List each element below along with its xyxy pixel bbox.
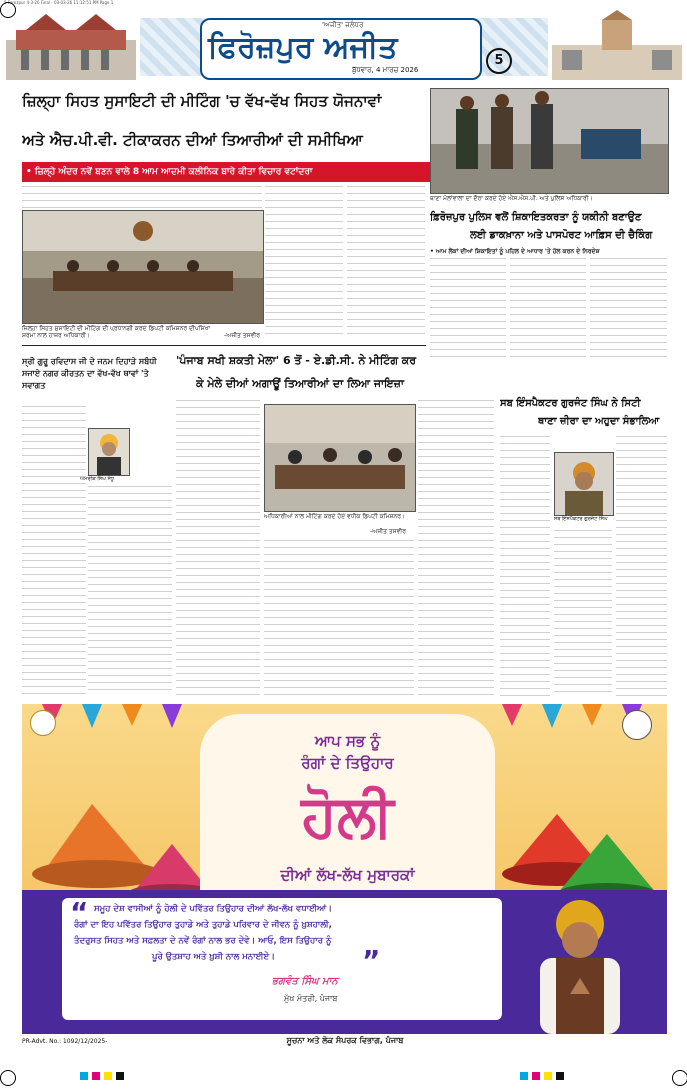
right-headline-line1: ਸਬ ਇੰਸਪੈਕਟਰ ਗੁਰਜੰਟ ਸਿੰਘ ਨੇ ਸਿਟੀ xyxy=(500,398,641,409)
center-text-col-a xyxy=(176,400,260,696)
advert-festival-name: ਹੋਲੀ xyxy=(301,782,394,850)
registration-mark-bottom-left xyxy=(0,1070,16,1086)
police-text-col-b xyxy=(510,258,586,358)
punjab-govt-emblem xyxy=(30,710,56,736)
advert-quote-line3: ਤੰਦਰੁਸਤ ਸਿਹਤ ਅਤੇ ਸਫ਼ਲਤਾ ਦੇ ਨਵੇਂ ਰੰਗਾਂ ਨਾਲ ਭਰ ਦੇਵੇ। ਆਓ, ਇਸ ਤਿਉਹਾਰ ਨੂੰ xyxy=(74,936,332,946)
quote-close-mark: ” xyxy=(362,944,381,977)
advert-designation: ਮੁੱਖ ਮੰਤਰੀ, ਪੰਜਾਬ xyxy=(284,994,338,1003)
lead-photo-credit: -ਅਜੀਤ ਤਸਵੀਰ xyxy=(224,332,260,339)
advert-line1: ਆਪ ਸਭ ਨੂੰ xyxy=(314,732,381,750)
center-photo-credit: -ਅਜੀਤ ਤਸਵੀਰ xyxy=(370,528,406,535)
color-swatch-cyan-2 xyxy=(520,1072,528,1080)
center-headline-line1: 'ਪੰਜਾਬ ਸਖੀ ਸ਼ਕਤੀ ਮੇਲਾ' 6 ਤੋਂ - ਏ.ਡੀ.ਸੀ. ਨੇ ਮੀਟਿੰਗ ਕਰ xyxy=(176,354,417,367)
lead-meeting-photo xyxy=(22,210,264,324)
lead-subhead-bar: • ਜ਼ਿਲ੍ਹੇ ਅੰਦਰ ਨਵੇਂ ਬਣਨ ਵਾਲੇ 8 ਆਮ ਆਦਮੀ ਕਲੀਨਿਕ ਬਾਰੇ ਕੀਤਾ ਵਿਚਾਰ ਵਟਾਂਦਰਾ xyxy=(22,162,430,182)
left-brief-text-a xyxy=(22,406,86,696)
left-brief-portrait-caption: ਅਮਰੀਕ ਸਿੰਘ ਸੰਧੂ xyxy=(80,476,114,482)
color-swatch-magenta-2 xyxy=(532,1072,540,1080)
color-swatch-black xyxy=(116,1072,124,1080)
masthead-date: ਬੁੱਧਵਾਰ, 4 ਮਾਰਚ 2026 xyxy=(352,66,419,74)
police-text-col-a xyxy=(430,258,506,358)
advert-line2: ਰੰਗਾਂ ਦੇ ਤਿਉਹਾਰ xyxy=(301,754,394,772)
color-swatch-yellow-2 xyxy=(544,1072,552,1080)
color-swatch-black-2 xyxy=(556,1072,564,1080)
advert-greeting: ਦੀਆਂ ਲੱਖ-ਲੱਖ ਮੁਬਾਰਕਾਂ xyxy=(280,866,415,884)
chief-minister-portrait xyxy=(510,894,650,1034)
police-photo-caption: ਥਾਣਾ ਮੱਲਾਂਵਾਲਾ ਦਾ ਦੌਰਾ ਕਰਦੇ ਹੋਏ ਐਸ.ਐਸ.ਪੀ. ਅਤੇ ਪੁਲਿਸ ਅਧਿਕਾਰੀ। xyxy=(430,195,593,202)
masthead-tagline: 'ਅਜੀਤ' ਜਲੰਧਰ xyxy=(322,21,364,29)
center-text-col-c xyxy=(418,400,494,696)
right-portrait-caption: ਸਬ ਇੰਸਪੈਕਟਰ ਗੁਰਜੰਟ ਸਿੰਘ xyxy=(554,516,608,522)
left-brief-text-b xyxy=(88,486,172,696)
lead-text-col-b xyxy=(347,186,425,336)
print-slug-line: 5 Ferozpur 4-3-26 Final - 03-03-26 11:12:51 PM Page 1 xyxy=(4,0,114,5)
lead-text-col-a xyxy=(265,186,343,336)
section-divider-1 xyxy=(22,345,426,346)
police-headline-line1: ਫ਼ਿਰੋਜ਼ਪੁਰ ਪੁਲਿਸ ਵਲੋਂ ਸ਼ਿਕਾਇਤਕਰਤਾ ਨੂੰ ਯਕੀਨੀ ਬਣਾਉਣ xyxy=(430,212,642,223)
lead-text-intro xyxy=(22,186,262,208)
right-text-col-c xyxy=(616,436,667,696)
lead-headline-line2: ਅਤੇ ਐਚ.ਪੀ.ਵੀ. ਟੀਕਾਕਰਨ ਦੀਆਂ ਤਿਆਰੀਆਂ ਦੀ ਸਮੀਖਿਆ xyxy=(22,131,363,149)
right-headline-line2: ਥਾਣਾ ਜ਼ੀਰਾ ਦਾ ਅਹੁਦਾ ਸੰਭਾਲਿਆ xyxy=(538,416,660,427)
advert-quote-line1: ਸਮੂਹ ਦੇਸ਼ ਵਾਸੀਆਂ ਨੂੰ ਹੋਲੀ ਦੇ ਪਵਿੱਤਰ ਤਿਉਹਾਰ ਦੀਆਂ ਲੱਖ-ਲੱਖ ਵਧਾਈਆਂ। xyxy=(94,904,333,914)
lead-photo-caption: ਜ਼ਿਲ੍ਹਾ ਸਿਹਤ ਸੁਸਾਇਟੀ ਦੀ ਮੀਟਿੰਗ ਦੀ ਪ੍ਰਧਾਨਗੀ ਕਰਦੇ ਡਿਪਟੀ ਕਮਿਸ਼ਨਰ ਦੀਪਸ਼ਿਖਾ ਸ਼ਰਮਾ ਨਾਲ ਹਾਜ਼ਰ ਅਧਿਕਾਰੀ। xyxy=(22,325,211,339)
masthead xyxy=(0,10,687,82)
center-text-col-b xyxy=(264,540,414,696)
masthead-title: ਫਿਰੋਜ਼ਪੁਰ ਅਜੀਤ xyxy=(208,30,398,65)
left-brief-portrait xyxy=(88,428,130,476)
color-swatch-magenta xyxy=(92,1072,100,1080)
advert-signatory: ਭਗਵੰਤ ਸਿੰਘ ਮਾਨ xyxy=(272,976,338,987)
quote-open-mark: “ xyxy=(70,896,89,929)
masthead-title-box xyxy=(200,18,482,80)
advert-ref-number: PR-Advt. No.: 1092/12/2025- xyxy=(22,1038,108,1045)
registration-mark-bottom-right xyxy=(672,1070,687,1086)
police-visit-photo xyxy=(430,88,669,194)
lead-headline-line1: ਜ਼ਿਲ੍ਹਾ ਸਿਹਤ ਸੁਸਾਇਟੀ ਦੀ ਮੀਟਿੰਗ 'ਚ ਵੱਖ-ਵੱਖ ਸਿਹਤ ਯੋਜਨਾਵਾਂ xyxy=(22,92,382,110)
center-headline-line2: ਕੇ ਮੇਲੇ ਦੀਆਂ ਅਗਾਊਂ ਤਿਆਰੀਆਂ ਦਾ ਲਿਆ ਜਾਇਜ਼ਾ xyxy=(196,377,405,390)
advert-department: ਸੂਚਨਾ ਅਤੇ ਲੋਕ ਸੰਪਰਕ ਵਿਭਾਗ, ਪੰਜਾਬ xyxy=(286,1036,404,1045)
police-text-col-c xyxy=(590,258,667,358)
state-emblem-right xyxy=(622,710,652,740)
center-photo-caption: ਅਧਿਕਾਰੀਆਂ ਨਾਲ ਮੀਟਿੰਗ ਕਰਦੇ ਹੋਏ ਵਧੀਕ ਡਿਪਟੀ ਕਮਿਸ਼ਨਰ। xyxy=(264,513,406,520)
right-officer-portrait xyxy=(554,452,614,516)
police-subhead: • ਆਮ ਲੋਕਾਂ ਦੀਆਂ ਸ਼ਿਕਾਇਤਾਂ ਨੂੰ ਪਹਿਲ ਦੇ ਆਧਾਰ 'ਤੇ ਹੱਲ ਕਰਨ ਦੇ ਨਿਰਦੇਸ਼ xyxy=(430,248,600,255)
right-text-col-b xyxy=(554,530,612,696)
holi-advert xyxy=(22,704,667,1034)
advert-quote-line4: ਪੂਰੇ ਉਤਸ਼ਾਹ ਅਤੇ ਖ਼ੁਸ਼ੀ ਨਾਲ ਮਨਾਈਏ। xyxy=(152,952,275,962)
police-headline-line2: ਲਈ ਡਾਕਖ਼ਾਨਾ ਅਤੇ ਪਾਸਪੋਰਟ ਆਫ਼ਿਸ ਦੀ ਚੈਕਿੰਗ xyxy=(470,230,653,241)
gurdwara-illustration-left xyxy=(6,10,136,80)
page-number: 5 xyxy=(486,48,512,74)
advert-quote-line2: ਰੰਗਾਂ ਦਾ ਇਹ ਪਵਿੱਤਰ ਤਿਉਹਾਰ ਤੁਹਾਡੇ ਅਤੇ ਤੁਹਾਡੇ ਪਰਿਵਾਰ ਦੇ ਜੀਵਨ ਨੂੰ ਖ਼ੁਸ਼ਹਾਲੀ, xyxy=(74,920,332,930)
color-swatch-yellow xyxy=(104,1072,112,1080)
monument-illustration-right xyxy=(552,10,682,80)
center-meeting-photo xyxy=(264,404,416,512)
color-swatch-cyan xyxy=(80,1072,88,1080)
registration-mark-top-left xyxy=(0,2,16,18)
right-text-col-a xyxy=(500,436,550,696)
left-brief-headline: ਸ੍ਰੀ ਗੁਰੂ ਰਵਿਦਾਸ ਜੀ ਦੇ ਜਨਮ ਦਿਹਾੜੇ ਸਬੰਧੀ ਸਜਾਏ ਨਗਰ ਕੀਰਤਨ ਦਾ ਵੱਖ-ਵੱਖ ਥਾਵਾਂ 'ਤੇ ਸਵਾਗਤ xyxy=(22,357,157,390)
